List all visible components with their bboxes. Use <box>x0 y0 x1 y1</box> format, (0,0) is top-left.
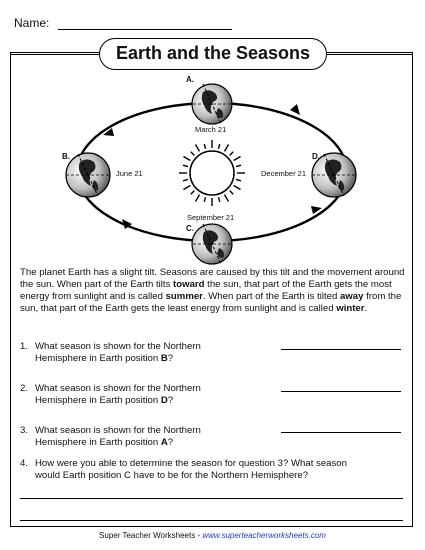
sun-ray <box>183 179 188 180</box>
date-december-label: December 21 <box>261 169 307 178</box>
sun-ray <box>204 197 205 202</box>
question-text: ? <box>167 395 174 406</box>
sun-ray <box>234 186 241 190</box>
sun-ray <box>183 165 188 166</box>
sun-ray <box>230 152 234 156</box>
answer-line-3[interactable] <box>281 432 401 433</box>
footer-brand: Super Teacher Worksheets - <box>99 531 203 540</box>
sun-ray <box>234 157 241 161</box>
earth-icon <box>192 84 232 124</box>
page-title: Earth and the Seasons <box>99 38 327 70</box>
passage-text: . When part of the Earth is tilted <box>202 291 340 303</box>
sun-ray <box>191 152 195 156</box>
sun-ray <box>196 144 200 151</box>
sun-ray <box>225 144 229 151</box>
earth-icon <box>66 153 110 197</box>
passage-bold: summer <box>165 291 203 303</box>
question-text: ? <box>167 353 174 364</box>
question-number: 4. <box>20 458 29 469</box>
passage-bold: winter <box>336 303 365 315</box>
sun-ray <box>230 191 234 195</box>
passage-bold: away <box>339 291 364 303</box>
footer <box>0 531 425 540</box>
passage-text: from the sun, that part of the Earth gets the least energy from sunlight and is called <box>20 291 402 315</box>
date-june-label: June 21 <box>116 169 143 178</box>
answer-line-2[interactable] <box>281 391 401 392</box>
question-text: Hemisphere in Earth position <box>35 353 161 364</box>
question-text: What season is shown for the Northern <box>35 425 201 436</box>
question-text: What season is shown for the Northern <box>35 341 201 352</box>
sun-ray <box>218 197 219 202</box>
question-text: would Earth position C have to be for the Northern Hemisphere? <box>35 470 309 481</box>
question-position: D <box>160 395 168 406</box>
passage-text: The planet Earth has a slight tilt. Seasons are caused by this tilt and the movement around the sun. When part of the Earth tilts <box>20 267 405 291</box>
date-september-label: September 21 <box>187 213 235 222</box>
question-text: Hemisphere in Earth position <box>35 437 161 448</box>
question-text: What season is shown for the Northern <box>35 383 201 394</box>
question-text: ? <box>167 437 174 448</box>
answer-line-4a[interactable] <box>20 498 403 499</box>
question-text: Hemisphere in Earth position <box>35 395 161 406</box>
orbit-arrow-icon <box>290 104 300 115</box>
sun-ray <box>236 179 241 180</box>
orbit-diagram <box>0 0 425 270</box>
sun-ray <box>236 165 241 166</box>
position-c-label: C. <box>186 224 194 233</box>
answer-line-1[interactable] <box>281 349 401 350</box>
sun-ray <box>183 157 190 161</box>
sun-ray <box>204 144 205 149</box>
question-number: 1. <box>20 341 29 352</box>
passage-text: . <box>364 303 368 315</box>
sun-ray <box>183 186 190 190</box>
question-position: A <box>160 437 168 448</box>
sun-icon <box>179 140 245 206</box>
passage-bold: toward <box>173 279 205 291</box>
earth-icon <box>192 224 232 264</box>
position-a-label: A. <box>186 75 194 84</box>
question-position: B <box>160 353 168 364</box>
date-march-label: March 21 <box>195 125 227 134</box>
answer-line-4b[interactable] <box>20 520 403 521</box>
sun-ray <box>218 144 219 149</box>
position-d-label: D. <box>312 152 320 161</box>
sun-ray <box>225 195 229 202</box>
question-number: 2. <box>20 383 29 394</box>
name-label: Name: <box>14 16 50 30</box>
sun-ray <box>196 195 200 202</box>
question-number: 3. <box>20 425 29 436</box>
question-text: How were you able to determine the season for question 3? What season <box>35 458 347 469</box>
passage-text: the sun, that part of the Earth gets the most energy from sunlight and is called <box>20 279 392 303</box>
sun-ray <box>191 191 195 195</box>
position-b-label: B. <box>62 152 70 161</box>
footer-url[interactable]: www.superteacherworksheets.com <box>202 531 326 540</box>
intro-passage <box>20 267 410 315</box>
